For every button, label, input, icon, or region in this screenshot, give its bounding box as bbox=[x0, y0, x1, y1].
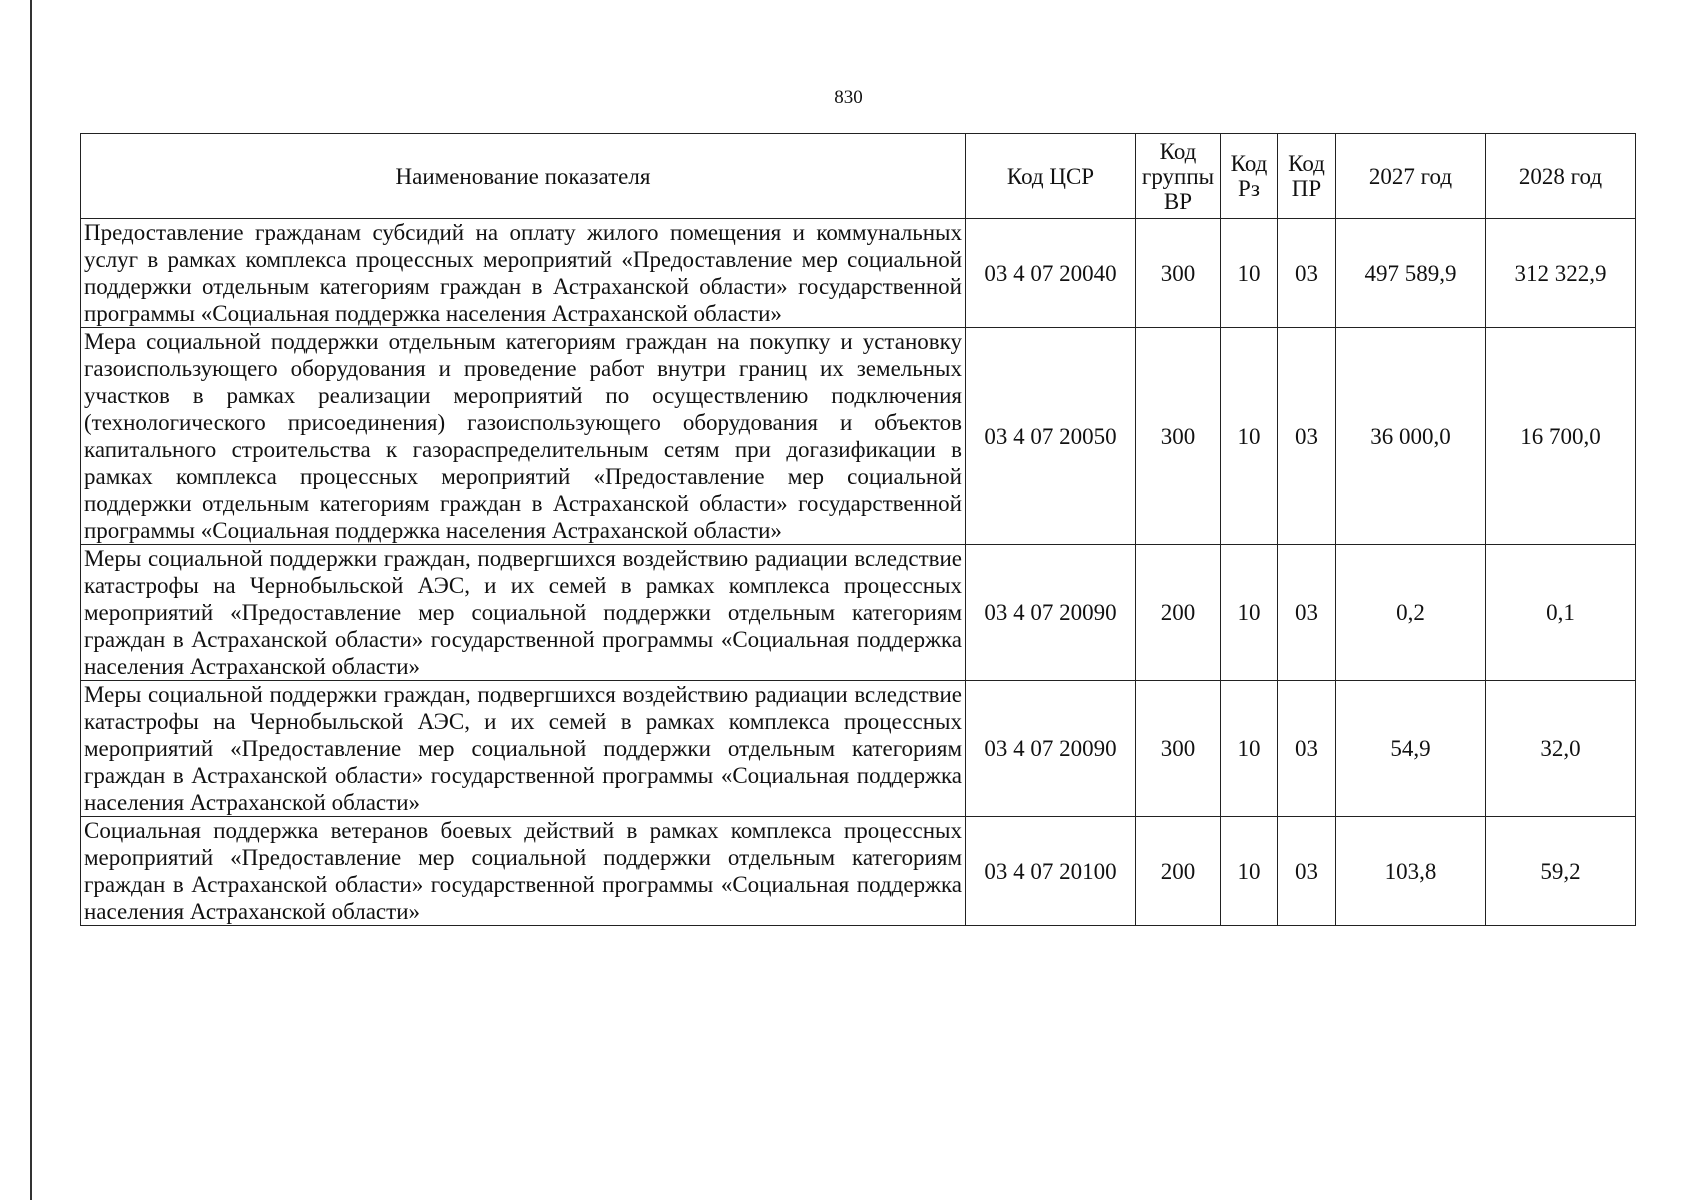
row-vr: 300 bbox=[1136, 328, 1221, 545]
table-row bbox=[81, 681, 1636, 817]
row-csr: 03 4 07 20040 bbox=[966, 219, 1136, 328]
row-pr: 03 bbox=[1278, 817, 1336, 926]
table-row bbox=[81, 328, 1636, 545]
header-csr: Код ЦСР bbox=[966, 134, 1136, 219]
row-rz: 10 bbox=[1221, 817, 1278, 926]
table-row bbox=[81, 817, 1636, 926]
row-2028: 59,2 bbox=[1486, 817, 1636, 926]
row-2027: 103,8 bbox=[1336, 817, 1486, 926]
header-vr: Код группы ВР bbox=[1136, 134, 1221, 219]
table-header-row bbox=[81, 134, 1636, 219]
row-csr: 03 4 07 20050 bbox=[966, 328, 1136, 545]
row-pr: 03 bbox=[1278, 328, 1336, 545]
row-name: Предоставление гражданам субсидий на оплату жилого помещения и коммунальных услуг в рамках комплекса процессных мероприятий «Предоставление мер социальной поддержки отдельным категориям граждан в Астраханской области» государственной программы «Социальная поддержка населения Астраханской области» bbox=[81, 219, 966, 328]
row-vr: 300 bbox=[1136, 219, 1221, 328]
header-name: Наименование показателя bbox=[81, 134, 966, 219]
row-2028: 312 322,9 bbox=[1486, 219, 1636, 328]
row-2027: 54,9 bbox=[1336, 681, 1486, 817]
row-2028: 16 700,0 bbox=[1486, 328, 1636, 545]
budget-table bbox=[80, 133, 1636, 926]
row-2027: 497 589,9 bbox=[1336, 219, 1486, 328]
row-2028: 0,1 bbox=[1486, 545, 1636, 681]
header-rz: Код Рз bbox=[1221, 134, 1278, 219]
page-number: 830 bbox=[834, 87, 863, 108]
row-name: Меры социальной поддержки граждан, подвергшихся воздействию радиации вследствие катастрофы на Чернобыльской АЭС, и их семей в рамках комплекса процессных мероприятий «Предоставление мер социальной поддержки отдельным категориям граждан в Астраханской области» государственной программы «Социальная поддержка населения Астраханской области» bbox=[81, 545, 966, 681]
row-2028: 32,0 bbox=[1486, 681, 1636, 817]
row-rz: 10 bbox=[1221, 328, 1278, 545]
row-name: Меры социальной поддержки граждан, подвергшихся воздействию радиации вследствие катастрофы на Чернобыльской АЭС, и их семей в рамках комплекса процессных мероприятий «Предоставление мер социальной поддержки отдельным категориям граждан в Астраханской области» государственной программы «Социальная поддержка населения Астраханской области» bbox=[81, 681, 966, 817]
row-pr: 03 bbox=[1278, 219, 1336, 328]
row-pr: 03 bbox=[1278, 681, 1336, 817]
row-csr: 03 4 07 20090 bbox=[966, 545, 1136, 681]
table-row bbox=[81, 219, 1636, 328]
table-row bbox=[81, 545, 1636, 681]
row-name: Социальная поддержка ветеранов боевых действий в рамках комплекса процессных мероприятий «Предоставление мер социальной поддержки отдельным категориям граждан в Астраханской области» государственной программы «Социальная поддержка населения Астраханской области» bbox=[81, 817, 966, 926]
header-pr: Код ПР bbox=[1278, 134, 1336, 219]
row-rz: 10 bbox=[1221, 545, 1278, 681]
row-rz: 10 bbox=[1221, 219, 1278, 328]
row-vr: 200 bbox=[1136, 817, 1221, 926]
row-csr: 03 4 07 20100 bbox=[966, 817, 1136, 926]
row-2027: 36 000,0 bbox=[1336, 328, 1486, 545]
row-pr: 03 bbox=[1278, 545, 1336, 681]
row-2027: 0,2 bbox=[1336, 545, 1486, 681]
row-rz: 10 bbox=[1221, 681, 1278, 817]
row-csr: 03 4 07 20090 bbox=[966, 681, 1136, 817]
left-margin-rule bbox=[30, 0, 32, 1200]
header-2027: 2027 год bbox=[1336, 134, 1486, 219]
row-vr: 200 bbox=[1136, 545, 1221, 681]
row-name: Мера социальной поддержки отдельным категориям граждан на покупку и установку газоиспользующего оборудования и проведение работ внутри границ их земельных участков в рамках реализации мероприятий по осуществлению подключения (технологического присоединения) газоиспользующего оборудования и объектов капитального строительства к газораспределительным сетям при догазификации в рамках комплекса процессных мероприятий «Предоставление мер социальной поддержки отдельным категориям граждан в Астраханской области» государственной программы «Социальная поддержка населения Астраханской области» bbox=[81, 328, 966, 545]
row-vr: 300 bbox=[1136, 681, 1221, 817]
header-2028: 2028 год bbox=[1486, 134, 1636, 219]
